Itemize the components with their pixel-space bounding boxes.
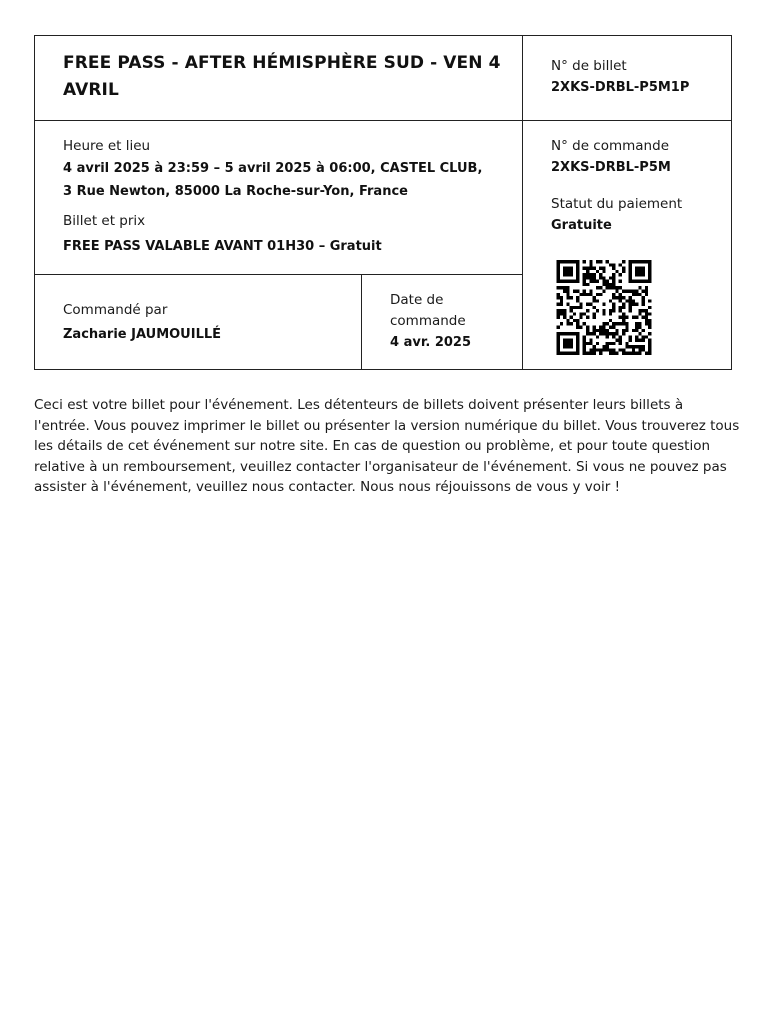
- event-title: FREE PASS - AFTER HÉMISPHÈRE SUD - VEN 4 AVRIL: [63, 53, 501, 100]
- order-date-label: Date de commande: [390, 292, 466, 329]
- ordered-by-name: Zacharie JAUMOUILLÉ: [63, 327, 222, 342]
- time-place-value: 4 avril 2025 à 23:59 – 5 avril 2025 à 06:00, CASTEL CLUB, 3 Rue Newton, 85000 La Roche-sur-Yon, France: [63, 161, 483, 199]
- ticket-price-value: FREE PASS VALABLE AVANT 01H30 – Gratuit: [63, 239, 382, 254]
- order-number: 2XKS-DRBL-P5M: [551, 160, 671, 175]
- ticket-price-label: Billet et prix: [63, 213, 146, 229]
- ticket-number: 2XKS-DRBL-P5M1P: [551, 80, 690, 95]
- ordered-by-label: Commandé par: [63, 302, 168, 318]
- payment-status: Gratuite: [551, 218, 612, 233]
- time-place-label: Heure et lieu: [63, 138, 151, 154]
- qr-code-icon: [554, 260, 654, 355]
- ticket-number-label: N° de billet: [551, 58, 627, 74]
- ticket-notice: Ceci est votre billet pour l'événement. Les détenteurs de billets doivent présenter leurs billets à l'entrée. Vous pouvez imprimer le billet ou présenter la version numérique du billet. Vous trouverez tous les détails de cet événement sur notre site. En cas de question ou problème, et pour toute question relative à un remboursement, veuillez contacter l'organisateur de l'événement. Si vous ne pouvez pas assister à l'événement, veuillez nous contacter. Nous nous réjouissons de vous y voir !: [34, 397, 740, 495]
- divider-horizontal-1: [35, 120, 731, 121]
- divider-horizontal-2: [35, 274, 523, 275]
- ticket-card: [34, 35, 732, 370]
- order-date: 4 avr. 2025: [390, 335, 472, 350]
- divider-vertical-bottom: [361, 274, 362, 369]
- payment-status-label: Statut du paiement: [551, 196, 683, 212]
- divider-vertical-main: [522, 36, 523, 369]
- order-number-label: N° de commande: [551, 138, 669, 154]
